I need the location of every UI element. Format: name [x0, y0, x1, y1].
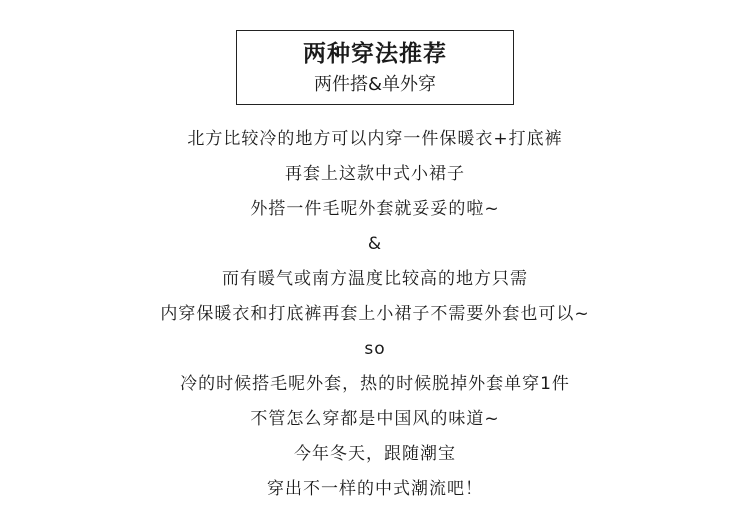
- title-box: [236, 30, 514, 105]
- page-title: 两种穿法推荐: [303, 41, 447, 67]
- text-line-2: 再套上这款中式小裙子: [285, 164, 465, 184]
- text-line-7: so: [364, 339, 386, 359]
- text-line-5: 而有暖气或南方温度比较高的地方只需: [222, 269, 528, 289]
- text-line-6: 内穿保暖衣和打底裤再套上小裙子不需要外套也可以~: [160, 304, 590, 324]
- text-line-10: 今年冬天，跟随潮宝: [294, 444, 456, 464]
- page-subtitle: 两件搭&单外穿: [313, 74, 437, 95]
- text-line-8: 冷的时候搭毛呢外套，热的时候脱掉外套单穿1件: [180, 374, 570, 394]
- text-line-11: 穿出不一样的中式潮流吧！: [267, 479, 483, 499]
- text-line-4: &: [367, 234, 383, 254]
- text-line-3: 外搭一件毛呢外套就妥妥的啦~: [250, 199, 500, 219]
- text-line-1: 北方比较冷的地方可以内穿一件保暖衣+打底裤: [187, 129, 563, 149]
- text-line-9: 不管怎么穿都是中国风的味道~: [250, 409, 500, 429]
